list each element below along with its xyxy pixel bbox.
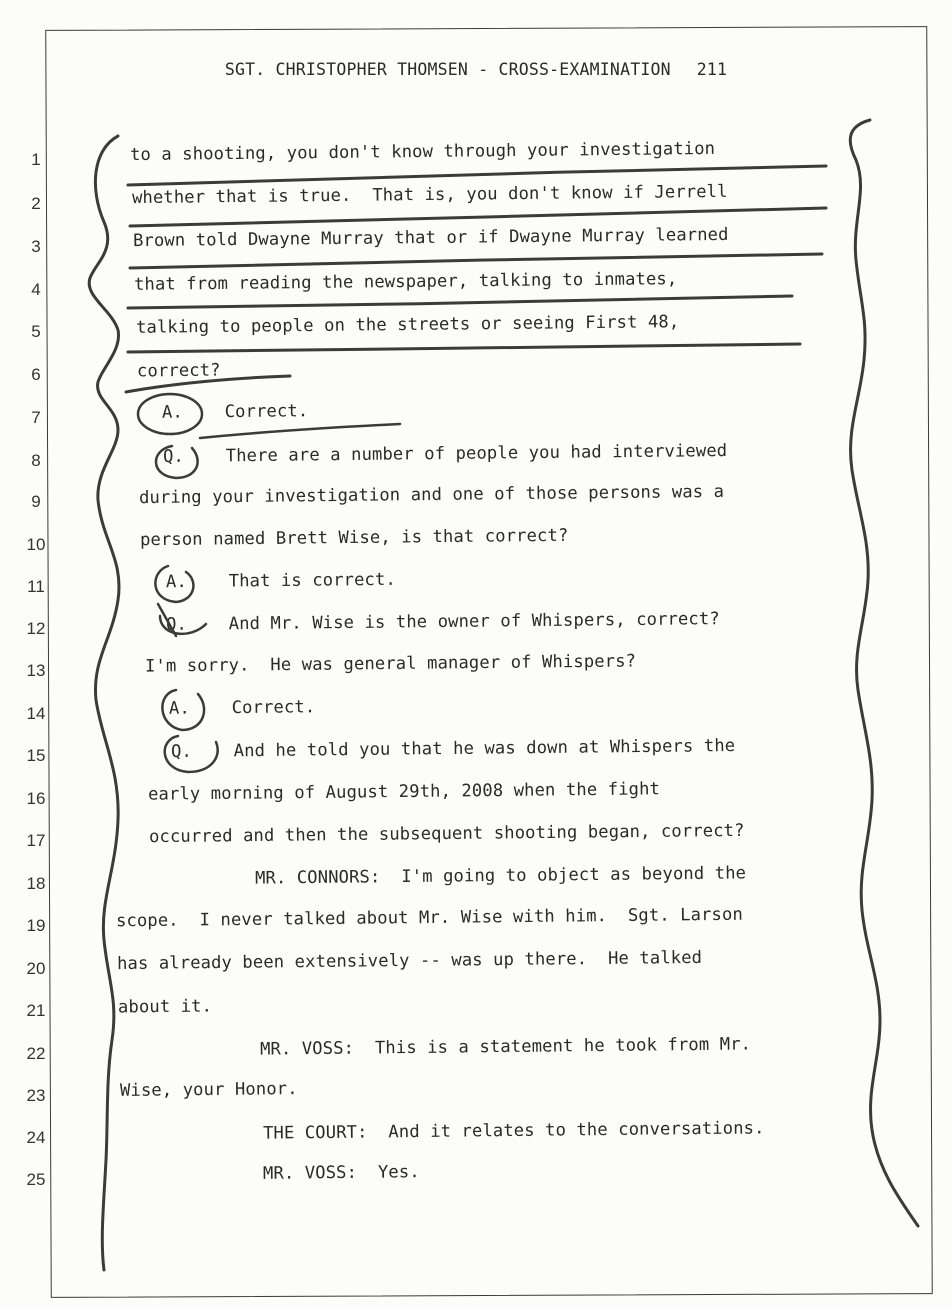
transcript-line: talking to people on the streets or seeing First 48,: [135, 312, 680, 338]
transcript-line: THE COURT: And it relates to the conversations.: [262, 1118, 765, 1144]
line-number: 16: [26, 789, 46, 808]
line-number: 12: [26, 619, 46, 638]
line-number: 9: [31, 492, 41, 511]
transcript-line: A. That is correct.: [165, 569, 396, 593]
transcript-line: I'm sorry. He was general manager of Whispers?: [144, 651, 637, 677]
line-number: 11: [27, 577, 45, 596]
transcript-line: person named Brett Wise, is that correct?: [139, 525, 569, 551]
line-number: 10: [26, 535, 46, 554]
transcript-line: that from reading the newspaper, talking to inmates,: [133, 269, 678, 295]
transcript-line: Brown told Dwayne Murray that or if Dwayne Murray learned: [132, 224, 729, 252]
line-number: 1: [31, 150, 41, 169]
line-number: 14: [26, 704, 46, 723]
transcript-line: MR. VOSS: Yes.: [262, 1162, 420, 1184]
line-number: 23: [26, 1086, 46, 1105]
transcript-line: correct?: [136, 360, 221, 382]
transcript-line: A. Correct.: [168, 697, 316, 719]
transcript-line: to a shooting, you don't know through your investigation: [129, 138, 716, 166]
transcript-line: early morning of August 29th, 2008 when the fight: [147, 779, 661, 805]
line-number: 2: [31, 194, 41, 213]
line-number: 19: [26, 916, 46, 935]
line-number: 3: [31, 237, 41, 256]
line-number: 15: [26, 746, 46, 765]
transcript-line: occurred and then the subsequent shooting began, correct?: [148, 820, 745, 848]
line-number: 17: [26, 831, 46, 850]
line-number: 20: [26, 959, 46, 978]
line-number: 21: [26, 1001, 46, 1020]
page-header: [0, 60, 952, 79]
line-number: 13: [26, 661, 46, 680]
transcript-line: whether that is true. That is, you don't know if Jerrell: [131, 181, 728, 209]
line-number: 4: [31, 280, 41, 299]
line-number: 7: [31, 408, 41, 427]
line-number: 22: [26, 1044, 46, 1063]
page-title: SGT. CHRISTOPHER THOMSEN - CROSS-EXAMINATION: [224, 60, 671, 79]
transcript-line: about it.: [117, 996, 213, 1018]
line-number: 6: [31, 365, 41, 384]
line-number: 24: [26, 1128, 46, 1147]
transcript-line: MR. CONNORS: I'm going to object as beyond the: [254, 863, 747, 889]
transcript-line: Q. There are a number of people you had interviewed: [162, 441, 728, 467]
line-number: 5: [31, 322, 41, 341]
transcript-line: has already been extensively -- was up there. He talked: [116, 947, 703, 975]
line-number: 25: [26, 1170, 46, 1189]
transcript-line: scope. I never talked about Mr. Wise with him. Sgt. Larson: [115, 904, 743, 932]
page-number: 211: [696, 60, 728, 79]
transcript-line: Q. And Mr. Wise is the owner of Whispers, correct?: [165, 609, 720, 635]
transcript-line: Wise, your Honor.: [119, 1079, 298, 1101]
transcript-line: MR. VOSS: This is a statement he took from Mr.: [259, 1034, 752, 1060]
transcript-line: Q. And he told you that he was down at Whispers the: [170, 736, 736, 762]
transcript-line: A. Correct.: [161, 401, 309, 423]
line-number: 8: [31, 451, 41, 470]
line-number: 18: [26, 874, 46, 893]
transcript-line: during your investigation and one of those persons was a: [138, 481, 725, 509]
